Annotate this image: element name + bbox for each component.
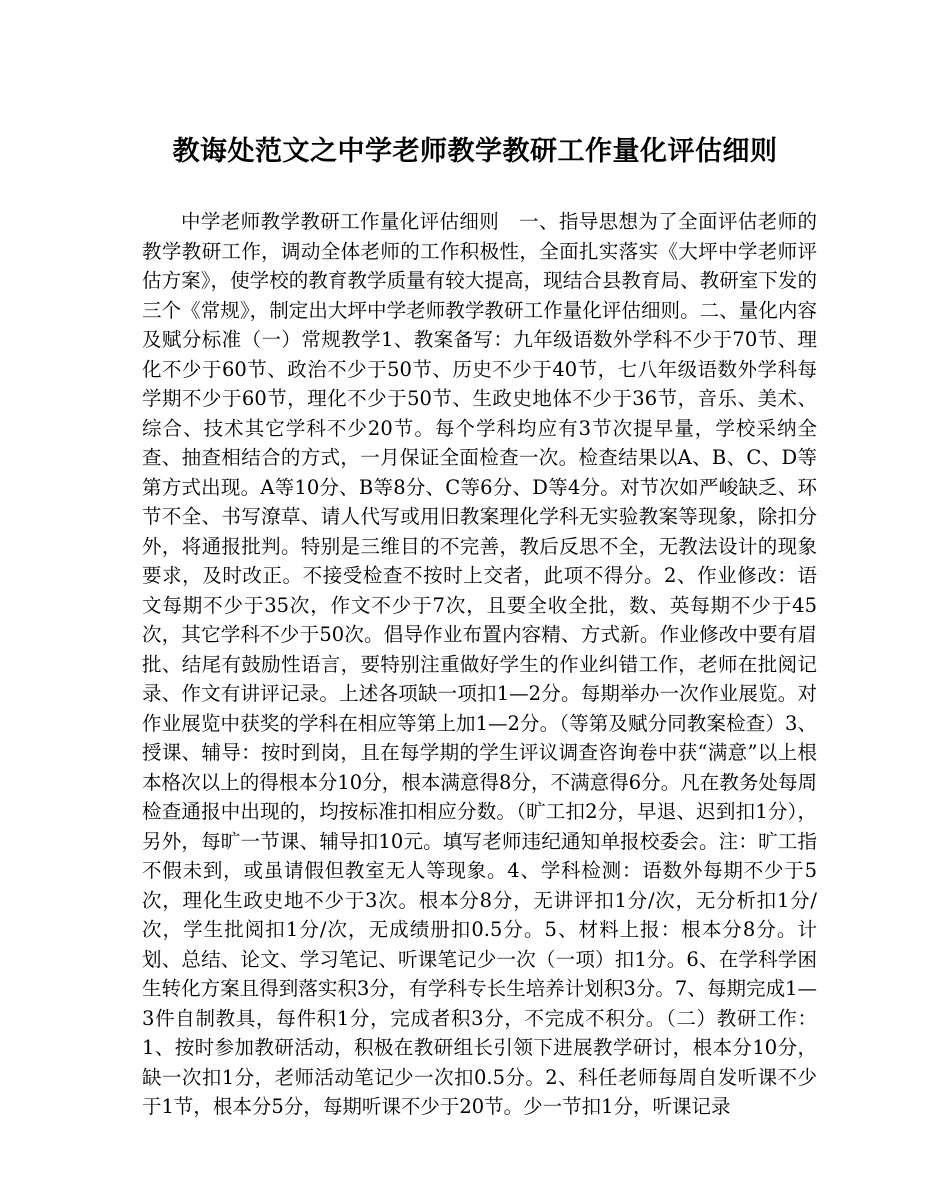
document-title: 教诲处范文之中学老师教学教研工作量化评估细则	[172, 136, 778, 167]
document-body-paragraph: 中学老师教学教研工作量化评估细则 一、指导思想为了全面评估老师的教学教研工作，调动全体老师的工作积极性，全面扎实落实《大坪中学老师评估方案》，使学校的教育教学质量有较大提高，现结合县教育局、教研室下发的三个《常规》，制定出大坪中学老师教学教研工作量化评估细则。二、量化内容及赋分标准（一）常规教学1、教案备写：九年级语数外学科不少于70节、理化不少于60节、政治不少于50节、历史不少于40节，七八年级语数外学科每学期不少于60节，理化不少于50节、生政史地体不少于36节，音乐、美术、综合、技术其它学科不少20节。每个学科均应有3节次提早量，学校采纳全查、抽查相结合的方式，一月保证全面检查一次。检查结果以A、B、C、D等第方式出现。A等10分、B等8分、C等6分、D等4分。对节次如严峻缺乏、环节不全、书写潦草、请人代写或用旧教案理化学科无实验教案等现象，除扣分外，将通报批判。特别是三维目的不完善，教后反思不全，无教法设计的现象要求，及时改正。不接受检查不按时上交者，此项不得分。2、作业修改：语文每期不少于35次，作文不少于7次，且要全收全批，数、英每期不少于45次，其它学科不少于50次。倡导作业布置内容精、方式新。作业修改中要有眉批、结尾有鼓励性语言，要特别注重做好学生的作业纠错工作，老师在批阅记录、作文有讲评记录。上述各项缺一项扣1—2分。每期举办一次作业展览。对作业展览中获奖的学科在相应等第上加1—2分。（等第及赋分同教案检查）3、授课、辅导：按时到岗，且在每学期的学生评议调查咨询卷中获“满意”以上根本格次以上的得根本分10分，根本满意得8分，不满意得6分。凡在教务处每周检查通报中出现的，均按标准扣相应分数。（旷工扣2分，早退、迟到扣1分），另外，每旷一节课、辅导扣10元。填写老师违纪通知单报校委会。注：旷工指不假未到，或虽请假但教室无人等现象。4、学科检测：语数外每期不少于5次，理化生政史地不少于3次。根本分8分，无讲评扣1分/次，无分析扣1分/次，学生批阅扣1分/次，无成绩册扣0.5分。5、材料上报：根本分8分。计划、总结、论文、学习笔记、听课笔记少一次（一项）扣1分。6、在学科学困生转化方案且得到落实积3分，有学科专长生培养计划积3分。7、每期完成1—3件自制教具，每件积1分，完成者积3分，不完成不积分。（二）教研工作：1、按时参加教研活动，积极在教研组长引领下进展教学研讨，根本分10分，缺一次扣1分，老师活动笔记少一次扣0.5分。2、科任老师每周自发听课不少于1节，根本分5分，每期听课不少于20节。少一节扣1分，听课记录	[142, 210, 817, 1118]
